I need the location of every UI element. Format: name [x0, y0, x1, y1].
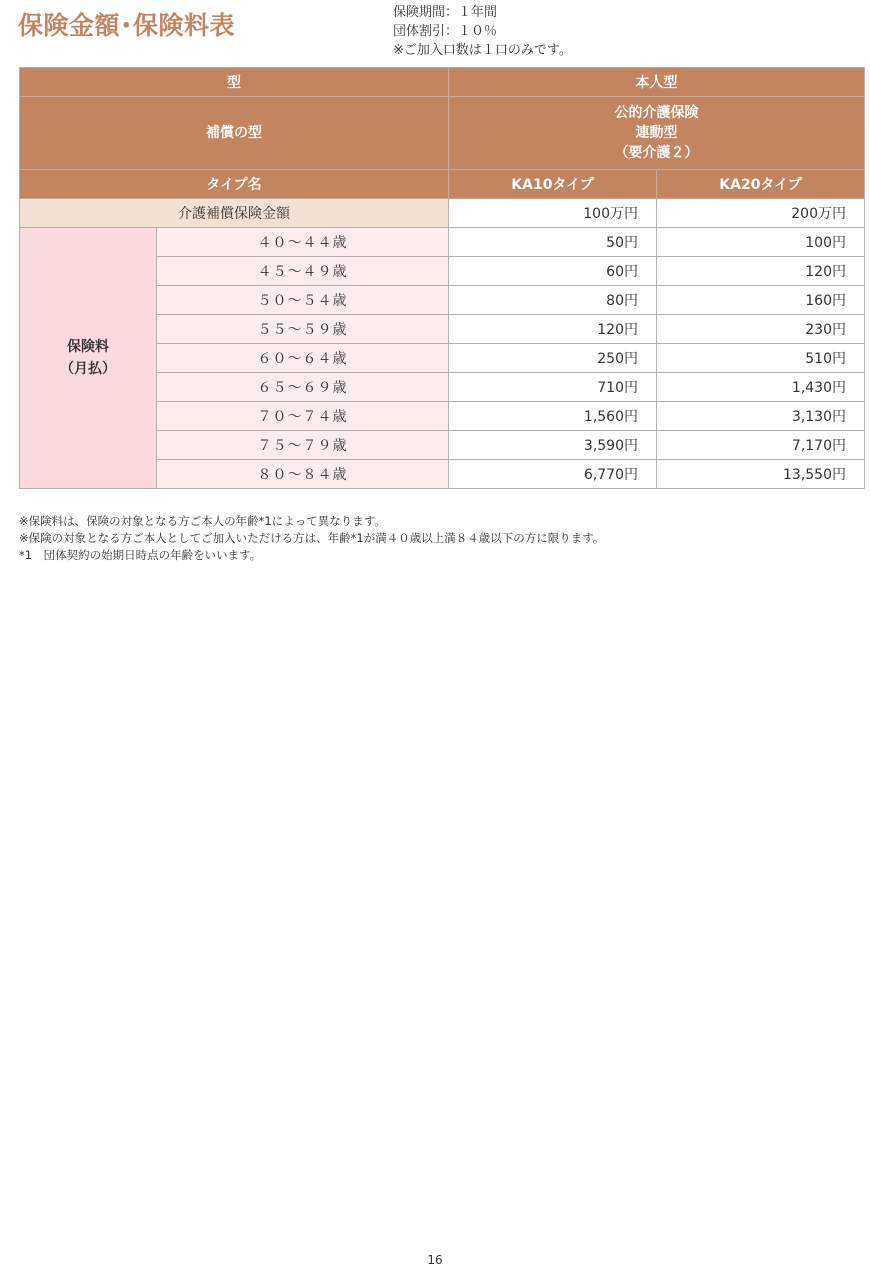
premium-ka10: 80円 — [449, 286, 657, 315]
type-label: 型 — [20, 68, 449, 97]
footnote: ※保険の対象となる方ご本人としてご加入いただける方は、年齢*1が満４０歳以上満８４歳以下の方に限ります。 — [19, 531, 605, 545]
footnotes — [19, 513, 604, 564]
age-band: ７０～７４歳 — [157, 402, 449, 431]
age-band: ５５～５９歳 — [157, 315, 449, 344]
age-band: ６５～６９歳 — [157, 373, 449, 402]
units-note: ※ご加入口数は１口のみです。 — [393, 43, 572, 58]
age-band: ４０～４４歳 — [157, 228, 449, 257]
compensation-value — [449, 97, 865, 170]
header-row-type — [20, 68, 865, 97]
age-band: ５０～５４歳 — [157, 286, 449, 315]
premium-ka20: 3,130円 — [657, 402, 865, 431]
premium-ka10: 6,770円 — [449, 460, 657, 489]
type-ka20: KA20タイプ — [657, 170, 865, 199]
premium-label-line: （月払） — [60, 361, 116, 377]
header-row-typename — [20, 170, 865, 199]
sum-insured-ka20: 200万円 — [657, 199, 865, 228]
sum-insured-ka10: 100万円 — [449, 199, 657, 228]
age-band: ７５～７９歳 — [157, 431, 449, 460]
page-title: 保険金額･保険料表 — [18, 11, 236, 40]
premium-label-line: 保険料 — [67, 339, 109, 355]
compensation-line: 連動型 — [635, 125, 678, 141]
premium-ka20: 120円 — [657, 257, 865, 286]
age-band: ４５～４９歳 — [157, 257, 449, 286]
premium-ka20: 1,430円 — [657, 373, 865, 402]
sum-insured-label: 介護補償保険金額 — [20, 199, 449, 228]
compensation-label: 補償の型 — [20, 97, 449, 170]
premium-table — [19, 67, 865, 489]
age-band: ６０～６４歳 — [157, 344, 449, 373]
age-band: ８０～８４歳 — [157, 460, 449, 489]
premium-ka10: 60円 — [449, 257, 657, 286]
premium-ka20: 13,550円 — [657, 460, 865, 489]
footnote: *1 団体契約の始期日時点の年齢をいいます。 — [19, 548, 262, 562]
type-ka10: KA10タイプ — [449, 170, 657, 199]
policy-info — [393, 3, 572, 60]
premium-ka20: 160円 — [657, 286, 865, 315]
premium-ka10: 710円 — [449, 373, 657, 402]
premium-ka10: 3,590円 — [449, 431, 657, 460]
premium-ka20: 100円 — [657, 228, 865, 257]
compensation-line: 公的介護保険 — [614, 105, 699, 121]
typename-label: タイプ名 — [20, 170, 449, 199]
footnote: ※保険料は、保険の対象となる方ご本人の年齢*1によって異なります。 — [19, 514, 386, 528]
sum-insured-row — [20, 199, 865, 228]
premium-ka20: 230円 — [657, 315, 865, 344]
premium-ka10: 250円 — [449, 344, 657, 373]
premium-ka10: 1,560円 — [449, 402, 657, 431]
type-value: 本人型 — [449, 68, 865, 97]
group-discount: 団体割引：１０％ — [393, 24, 498, 39]
premium-ka10: 120円 — [449, 315, 657, 344]
table-row — [20, 228, 865, 257]
premium-ka20: 510円 — [657, 344, 865, 373]
premium-ka10: 50円 — [449, 228, 657, 257]
premium-ka20: 7,170円 — [657, 431, 865, 460]
premium-label — [20, 228, 157, 489]
page-number: 16 — [427, 1253, 443, 1267]
header-row-compensation — [20, 97, 865, 170]
insurance-period: 保険期間：１年間 — [393, 5, 498, 20]
compensation-line: （要介護２） — [614, 145, 699, 161]
